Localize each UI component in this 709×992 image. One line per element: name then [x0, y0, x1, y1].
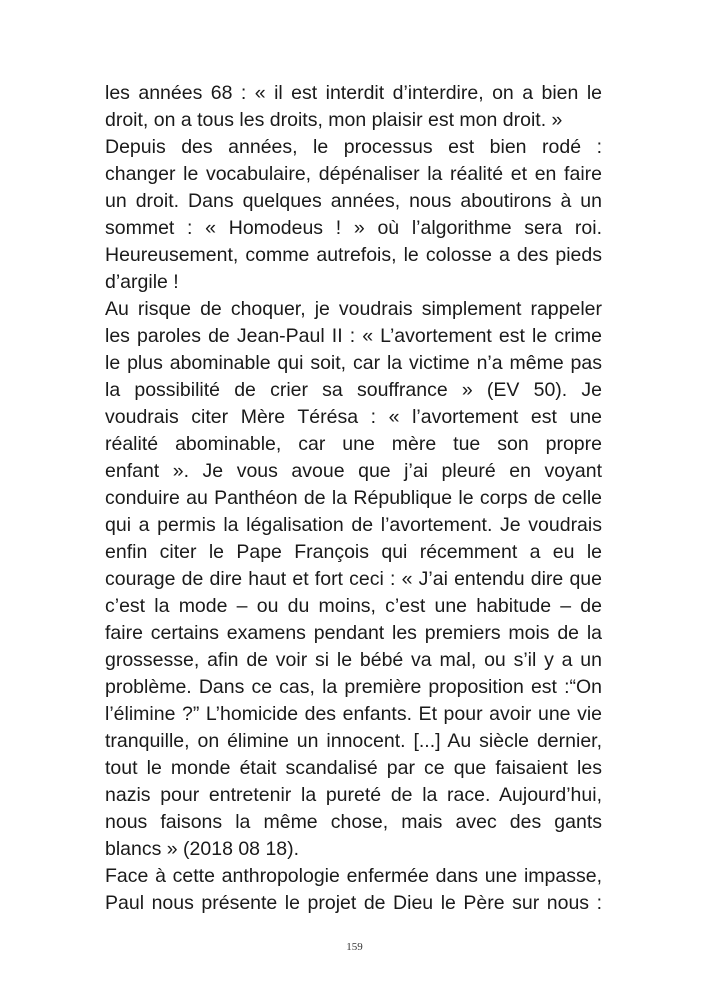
text-line: voudrais citer Mère Térésa : « l’avortement est une	[105, 406, 602, 428]
text-line: droit, on a tous les droits, mon plaisir est mon droit. »	[105, 109, 563, 131]
text-line: l’élimine ?” L’homicide des enfants. Et pour avoir une vie	[105, 703, 602, 725]
text-line: enfant ». Je vous avoue que j’ai pleuré en voyant	[105, 460, 602, 482]
text-line: grossesse, afin de voir si le bébé va mal, ou s’il y a un	[105, 649, 602, 671]
text-line: sommet : « Homodeus ! » où l’algorithme sera roi.	[105, 217, 602, 239]
text-line: tranquille, on élimine un innocent. [...] Au siècle dernier,	[105, 730, 602, 752]
text-line: un droit. Dans quelques années, nous aboutirons à un	[105, 190, 602, 212]
text-line: faire certains examens pendant les premiers mois de la	[105, 622, 602, 644]
text-line: Paul nous présente le projet de Dieu le Père sur nous :	[105, 892, 602, 914]
text-line: qui a permis la légalisation de l’avortement. Je voudrais	[105, 514, 602, 536]
text-line: nous faisons la même chose, mais avec des gants	[105, 811, 602, 833]
text-line: d’argile !	[105, 271, 179, 293]
text-line: Heureusement, comme autrefois, le colosse a des pieds	[105, 244, 602, 266]
page-number: 159	[346, 941, 363, 953]
text-line: réalité abominable, car une mère tue son propre	[105, 433, 602, 455]
text-line: les paroles de Jean-Paul II : « L’avortement est le crime	[105, 325, 602, 347]
text-line: les années 68 : « il est interdit d’interdire, on a bien le	[105, 82, 602, 104]
text-line: Depuis des années, le processus est bien rodé :	[105, 136, 602, 158]
text-line: courage de dire haut et fort ceci : « J’ai entendu dire que	[105, 568, 602, 590]
text-line: Au risque de choquer, je voudrais simplement rappeler	[105, 298, 602, 320]
text-line: blancs » (2018 08 18).	[105, 838, 300, 860]
text-line: problème. Dans ce cas, la première proposition est :“On	[105, 676, 602, 698]
body-text	[105, 80, 602, 917]
text-line: conduire au Panthéon de la République le corps de celle	[105, 487, 602, 509]
text-line: nazis pour entretenir la pureté de la race. Aujourd’hui,	[105, 784, 602, 806]
text-line: tout le monde était scandalisé par ce que faisaient les	[105, 757, 602, 779]
text-line: Face à cette anthropologie enfermée dans une impasse,	[105, 865, 602, 887]
text-line: enfin citer le Pape François qui récemment a eu le	[105, 541, 602, 563]
text-line: le plus abominable qui soit, car la victime n’a même pas	[105, 352, 602, 374]
text-line: changer le vocabulaire, dépénaliser la réalité et en faire	[105, 163, 602, 185]
text-line: c’est la mode – ou du moins, c’est une habitude – de	[105, 595, 602, 617]
text-line: la possibilité de crier sa souffrance » (EV 50). Je	[105, 379, 602, 401]
